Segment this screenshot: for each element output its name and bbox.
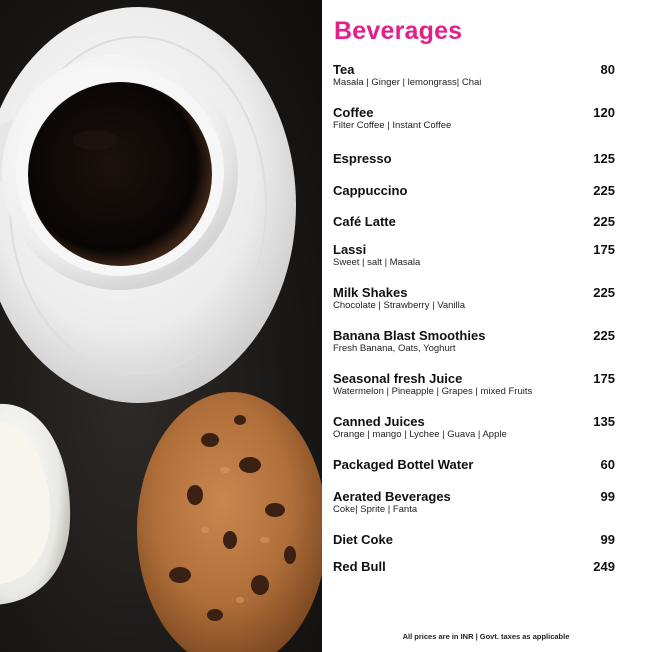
menu-item-name: Espresso: [333, 151, 392, 166]
menu-item-price: 175: [593, 371, 615, 386]
menu-item-price: 99: [600, 532, 615, 547]
menu-item-price: 225: [593, 183, 615, 198]
menu-item-description: Watermelon | Pineapple | Grapes | mixed Fruits: [333, 386, 533, 397]
menu-item-price: 125: [593, 151, 615, 166]
menu-item-name: Milk Shakes: [333, 285, 408, 300]
menu-item-price: 225: [593, 328, 615, 343]
menu-item-price: 225: [593, 285, 615, 300]
price-note: All prices are in INR | Govt. taxes as applicable: [402, 632, 570, 641]
menu-item-name: Diet Coke: [333, 532, 393, 547]
menu-item-description: Fresh Banana, Oats, Yoghurt: [333, 343, 456, 354]
menu-item-description: Chocolate | Strawberry | Vanilla: [333, 300, 466, 311]
menu-item-price: 80: [600, 62, 615, 77]
menu-item-price: 225: [593, 214, 615, 229]
menu-item-price: 120: [593, 105, 615, 120]
page-title: Beverages: [334, 17, 463, 45]
menu-item-price: 99: [600, 489, 615, 504]
menu-item-price: 249: [593, 559, 615, 574]
menu-item-description: Masala | Ginger | lemongrass| Chai: [333, 77, 482, 88]
menu-item-description: Sweet | salt | Masala: [333, 257, 421, 268]
cookie: [137, 392, 322, 652]
menu-item-name: Coffee: [333, 105, 374, 120]
menu-item-price: 60: [600, 457, 615, 472]
menu-item-name: Aerated Beverages: [333, 489, 451, 504]
menu-item-name: Red Bull: [333, 559, 386, 574]
menu-item-name: Café Latte: [333, 214, 396, 229]
menu-item-name: Lassi: [333, 242, 367, 257]
menu-item-description: Filter Coffee | Instant Coffee: [333, 120, 452, 131]
milk-jug: [0, 404, 70, 605]
menu-item-description: Orange | mango | Lychee | Guava | Apple: [333, 429, 507, 440]
menu-item-description: Coke| Sprite | Fanta: [333, 504, 418, 515]
menu-item-price: 175: [593, 242, 615, 257]
menu-item-price: 135: [593, 414, 615, 429]
menu-item-name: Seasonal fresh Juice: [333, 371, 463, 386]
menu-item-name: Banana Blast Smoothies: [333, 328, 486, 343]
menu-item-name: Tea: [333, 62, 355, 77]
menu-panel: [322, 0, 650, 652]
photo-illustration: [0, 0, 322, 652]
menu-item-name: Packaged Bottel Water: [333, 457, 474, 472]
menu-item-name: Cappuccino: [333, 183, 408, 198]
beverage-photo: [0, 0, 322, 652]
menu-item-name: Canned Juices: [333, 414, 425, 429]
